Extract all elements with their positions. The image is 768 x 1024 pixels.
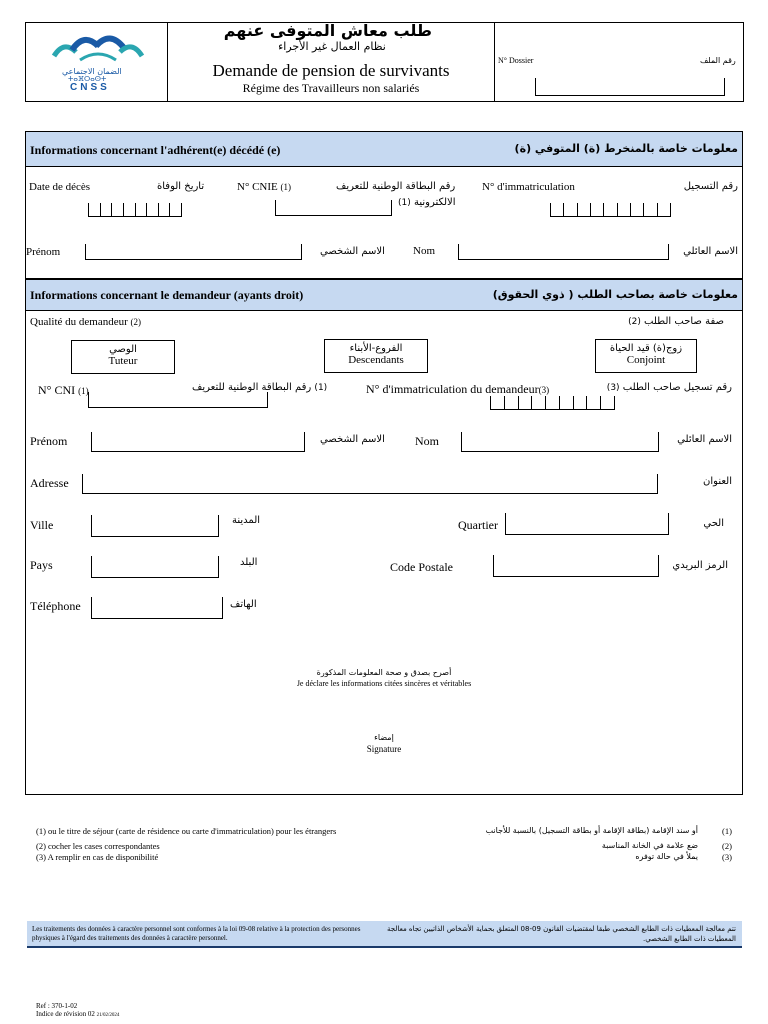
cnss-logo-icon — [40, 26, 156, 70]
ville-label-ar: المدينة — [232, 515, 261, 526]
telephone-label: Téléphone — [30, 599, 81, 613]
option-tuteur-fr: Tuteur — [108, 355, 138, 367]
nom-field[interactable] — [458, 244, 669, 260]
qualite-label-ar-text: صفة صاحب الطلب — [644, 316, 724, 327]
title-french: Demande de pension de survivants — [212, 61, 450, 80]
immat-demandeur-label-text: N° d'immatriculation du demandeur — [366, 382, 539, 396]
option-conjoint-ar: زوج(ة) قيد الحياة — [609, 343, 683, 354]
logo-cnss-text: CNSS — [70, 82, 110, 93]
quartier-label: Quartier — [458, 518, 498, 532]
revision-date: 21/02/2024 — [96, 1013, 120, 1018]
cnie-label — [237, 181, 291, 193]
section1-title-ar: معلومات خاصة بالمنخرط (ة) المتوفي (ة) — [514, 142, 738, 155]
option-tuteur-checkbox[interactable] — [71, 340, 175, 374]
option-descendants-checkbox[interactable] — [324, 339, 428, 373]
cnie-label-text: N° CNIE — [237, 181, 278, 193]
ville-field[interactable] — [91, 515, 219, 537]
signature-area[interactable] — [230, 700, 530, 785]
note-fr-2: (2) cocher les cases correspondantes — [36, 841, 160, 851]
date-deces-field[interactable] — [88, 203, 182, 217]
date-deces-label: Date de décès — [29, 181, 91, 193]
option-descendants-ar: الفروع-الأبناء — [349, 343, 403, 354]
demandeur-nom-field[interactable] — [461, 432, 659, 452]
logo-tifinagh-text: ⵜⴰⴼⵔⴰⵙⵜ — [68, 75, 107, 83]
declaration-ar: أصرح بصدق و صحة المعلومات المذكورة — [316, 668, 452, 677]
immat-field[interactable] — [550, 203, 671, 217]
immat-demandeur-field[interactable] — [490, 396, 615, 410]
immat-label: N° d'immatriculation — [482, 181, 575, 193]
prenom-field[interactable] — [85, 244, 302, 260]
telephone-label-ar: الهاتف — [230, 599, 257, 610]
quartier-label-ar: الحي — [703, 518, 724, 529]
demandeur-nom-label-ar: الاسم العائلي — [677, 434, 732, 445]
telephone-field[interactable] — [91, 597, 223, 619]
footer-privacy-ar: تتم معالجة المعطيات ذات الطابع الشخصي طبقا لمقتضيات القانون 09-08 المتعلق بحماية الأشخاص الذاتيين تجاه معالجة المعطيات ذات الطابع الشخصي. — [387, 925, 736, 943]
signature-label-fr: Signature — [366, 744, 402, 754]
code-postale-field[interactable] — [493, 555, 659, 577]
immat-demandeur-label — [366, 382, 549, 397]
cnie-note: (1) — [280, 182, 292, 192]
section1-title-fr: Informations concernant l'adhérent(e) décédé (e) — [30, 143, 281, 157]
dossier-number-field[interactable] — [535, 78, 725, 96]
dossier-label-fr: N° Dossier — [498, 56, 534, 65]
cni-note: (1) — [78, 386, 89, 396]
note-ar-3: يملأ في حالة توفره — [635, 852, 698, 861]
cni-label-text: N° CNI — [38, 383, 76, 397]
immat-demandeur-ar-note: (3) — [606, 383, 620, 393]
option-conjoint-checkbox[interactable] — [595, 339, 697, 373]
demandeur-prenom-field[interactable] — [91, 432, 305, 452]
note-ar-num-2: (2) — [722, 841, 732, 851]
section2-title-fr: Informations concernant le demandeur (ayants droit) — [30, 288, 304, 302]
option-conjoint-fr: Conjoint — [626, 354, 666, 366]
revision-index-text: Indice de révision 02 — [36, 1010, 95, 1018]
cnie-ar2-note: (1) — [398, 198, 411, 208]
prenom-label-ar: الاسم الشخصي — [320, 246, 385, 257]
code-postale-label: Code Postale — [390, 560, 453, 574]
subtitle-french: Régime des Travailleurs non salariés — [242, 81, 420, 95]
qualite-ar-note: (2) — [628, 317, 641, 327]
cnie-label-ar2 — [398, 197, 456, 208]
demandeur-nom-label: Nom — [415, 434, 439, 448]
qualite-note: (2) — [130, 317, 141, 327]
revision-index — [36, 1010, 119, 1018]
demandeur-prenom-label-ar: الاسم الشخصي — [320, 434, 385, 445]
cni-label — [38, 383, 89, 398]
prenom-label: Prénom — [26, 246, 61, 258]
quartier-field[interactable] — [505, 513, 669, 535]
logo-arabic-text: الضمان الاجتماعي — [62, 67, 122, 76]
qualite-label — [30, 316, 141, 328]
option-descendants-fr: Descendants — [348, 354, 404, 366]
cnie-label-ar: رقم البطاقة الوطنية للتعريف — [336, 181, 456, 192]
nom-label-ar: الاسم العائلي — [683, 246, 738, 257]
cni-label-ar — [192, 382, 327, 393]
immat-demandeur-label-ar-text: رقم تسجيل صاحب الطلب — [622, 382, 732, 393]
qualite-label-text: Qualité du demandeur — [30, 316, 128, 328]
dossier-label-ar: رقم الملف — [700, 56, 736, 65]
footer-privacy-fr: Les traitements des données à caractère personnel sont conformes à la loi 09-08 relative à la protection des personnes physiques à l'égard des traitements des données à caractère personnel. — [32, 925, 361, 942]
immat-demandeur-note: (3) — [538, 385, 550, 395]
note-fr-1: (1) ou le titre de séjour (carte de résidence ou carte d'immatriculation) pour les étrangers — [36, 826, 337, 836]
cni-ar-note: (1) — [314, 383, 328, 393]
note-ar-num-1: (1) — [722, 826, 732, 836]
adresse-label-ar: العنوان — [703, 476, 732, 487]
immat-label-ar: رقم التسجيل — [683, 181, 738, 192]
cnie-label-ar2-text: الالكترونية — [413, 197, 456, 208]
pays-label: Pays — [30, 558, 53, 572]
qualite-label-ar — [628, 316, 724, 327]
header-divider-dossier — [494, 22, 495, 102]
code-postale-label-ar: الرمز البريدي — [672, 560, 728, 571]
cnss-logo — [40, 26, 156, 96]
section2-title-ar: معلومات خاصة بصاحب الطلب ( ذوي الحقوق) — [492, 288, 738, 301]
cni-field[interactable] — [88, 392, 268, 408]
cni-label-ar-text: رقم البطاقة الوطنية للتعريف — [192, 382, 312, 393]
demandeur-prenom-label: Prénom — [30, 434, 68, 448]
date-deces-label-ar: تاريخ الوفاة — [157, 181, 205, 192]
ref-number: Ref : 370-1-02 — [36, 1002, 78, 1010]
note-fr-3: (3) A remplir en cas de disponibilité — [36, 852, 159, 862]
adresse-label: Adresse — [30, 476, 69, 490]
note-ar-num-3: (3) — [722, 852, 732, 862]
nom-label: Nom — [413, 245, 435, 257]
immat-demandeur-label-ar — [607, 382, 732, 393]
ville-label: Ville — [30, 518, 54, 532]
title-arabic: طلب معاش المتوفى عنهم — [223, 21, 432, 40]
note-ar-1: أو سند الإقامة (بطاقة الإقامة أو بطاقة التسجيل) بالنسبة للأجانب — [485, 826, 698, 835]
subtitle-arabic: نظام العمال غير الأجراء — [278, 40, 386, 53]
cnie-field[interactable] — [275, 200, 392, 216]
pays-field[interactable] — [91, 556, 219, 578]
adresse-field[interactable] — [82, 474, 658, 494]
signature-label-ar: إمضاء — [374, 733, 394, 742]
declaration-fr: Je déclare les informations citées sincères et véritables — [296, 679, 472, 688]
option-tuteur-ar: الوصي — [109, 344, 137, 355]
note-ar-2: ضع علامة في الخانة المناسبة — [601, 841, 698, 850]
pays-label-ar: البلد — [240, 557, 258, 568]
